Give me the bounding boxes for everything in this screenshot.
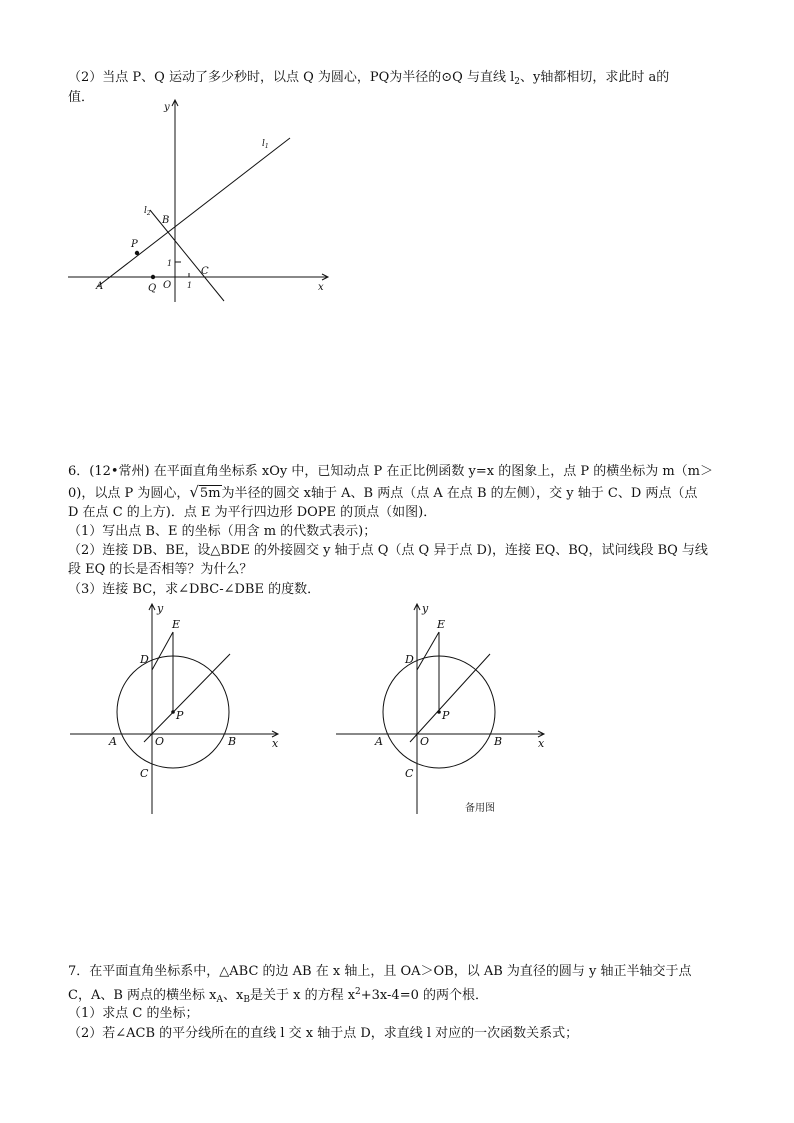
fig3-line-y-eq-x — [410, 654, 490, 742]
fig3-segment-de — [417, 632, 439, 670]
q7-line2-text-a: C，A、B 两点的横坐标 x — [68, 988, 217, 1003]
fig2-label-b: B — [228, 735, 237, 748]
fig3-label-d: D — [405, 653, 414, 666]
fig1-label-l2: $l_2$ — [144, 206, 151, 217]
fig1-label-x: x — [318, 282, 324, 293]
q6-line3: D 在点 C 的上方)．点 E 为平行四边形 DOPE 的顶点（如图)． — [68, 505, 437, 520]
fig1-label-o: O — [163, 280, 172, 291]
q7-line4: （2）若∠ACB 的平分线所在的直线 l 交 x 轴于点 D，求直线 l 对应的一次函数关系式； — [68, 1026, 579, 1041]
fig2-label-a: A — [109, 735, 117, 748]
fig3-caption: 备用图 — [465, 803, 495, 814]
q7-line2-text-b: 、x — [223, 988, 244, 1003]
fig3-label-c: C — [405, 767, 414, 780]
fig2-label-d: D — [140, 653, 149, 666]
q6-line4: （1）写出点 B、E 的坐标（用含 m 的代数式表示)； — [68, 524, 377, 539]
fig3-label-y: y — [422, 602, 429, 615]
fig3-label-e: E — [437, 618, 446, 631]
fig1-label-c: C — [201, 266, 209, 277]
fig2-label-c: C — [140, 767, 149, 780]
fig2-label-o: O — [155, 735, 165, 748]
q7-line3: （1）求点 C 的坐标； — [68, 1006, 199, 1021]
q7-sup-2: 2 — [355, 987, 361, 997]
fig1-label-q: Q — [148, 283, 157, 294]
fig3-label-b: B — [494, 735, 503, 748]
fig1-label-y: y — [164, 102, 170, 113]
fig2-label-e: E — [172, 618, 181, 631]
fig3-label-o: O — [420, 735, 430, 748]
q7-line2-text-d: +3x-4=0 的两个根． — [360, 988, 488, 1003]
fig1-label-l1: $l_1$ — [262, 139, 269, 150]
fig3-label-a: A — [375, 735, 383, 748]
fig1-label-b: B — [162, 215, 170, 226]
q6-line5: （2）连接 DB、BE，设△BDE 的外接圆交 y 轴于点 Q（点 Q 异于点 D)，连接 EQ、BQ，试问线段 BQ 与线 — [68, 543, 708, 558]
fig3-label-p: P — [442, 709, 450, 722]
fig3-point-p — [437, 710, 441, 714]
fig1-label-one-x: 1 — [187, 281, 193, 290]
sqrt-5m: √5m — [189, 483, 221, 501]
fig3-label-x: x — [538, 737, 545, 750]
q7-sub-a: A — [216, 995, 223, 1005]
fig2-label-x: x — [272, 737, 279, 750]
sqrt-radicand: 5m — [199, 486, 221, 501]
q5-part2-sub: 2 — [514, 77, 520, 87]
fig1-label-one-y: 1 — [167, 259, 173, 268]
q5-part2-text-a: （2）当点 P、Q 运动了多少秒时，以点 Q 为圆心，PQ为半径的⊙Q 与直线 l — [68, 70, 515, 85]
q7-line1: 7．在平面直角坐标系中，△ABC 的边 AB 在 x 轴上，且 OA＞OB，以 AB 为直径的圆与 y 轴正半轴交于点 — [68, 964, 692, 979]
q7-line2-text-c: 是关于 x 的方程 x — [249, 988, 356, 1003]
q5-part2-line2: 值． — [68, 90, 95, 105]
q6-line2-text-a: 0)，以点 P 为圆心， — [68, 486, 190, 501]
fig1-label-a: A — [96, 281, 104, 292]
fig1-label-p: P — [131, 239, 138, 250]
fig2-label-y: y — [157, 602, 164, 615]
q6-line6: 段 EQ 的长是否相等？为什么？ — [68, 562, 253, 577]
q7-sub-b: B — [243, 995, 250, 1005]
q6-line7: （3）连接 BC，求∠DBC-∠DBE 的度数． — [68, 582, 321, 597]
fig2-label-p: P — [176, 709, 184, 722]
q5-part2-text-b: 、y轴都相切，求此时 a的 — [519, 70, 670, 85]
q6-line2-text-b: 为半径的圆交 x轴于 A、B 两点（点 A 在点 B 的左侧），交 y 轴于 C、D 两点（点 — [221, 486, 698, 501]
q6-line1: 6．(12•常州) 在平面直角坐标系 xOy 中，已知动点 P 在正比例函数 y=x 的图象上，点 P 的横坐标为 m（m＞ — [68, 464, 713, 479]
